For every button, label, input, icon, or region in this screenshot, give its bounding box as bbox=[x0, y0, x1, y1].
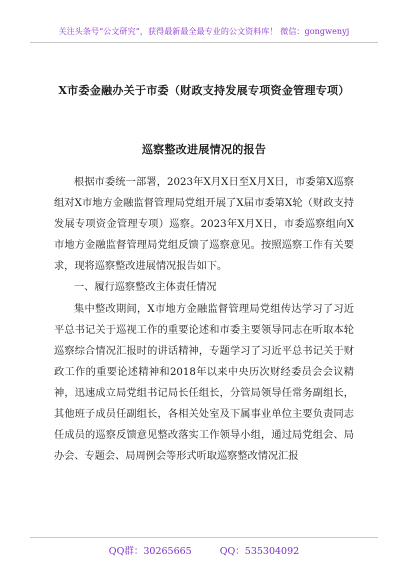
document-title-line2: 巡察整改进展情况的报告 bbox=[141, 143, 267, 156]
document-body bbox=[54, 172, 354, 467]
document-title-line1: X市委金融办关于市委（财政支持发展专项资金管理专项） bbox=[58, 84, 350, 97]
footer-qq: QQ：535304092 bbox=[219, 546, 300, 557]
footer-contact bbox=[0, 543, 408, 557]
header-banner: 关注头条号“公文研究”，获得最新最全最专业的公文资料库！ 微信：gongwenyj bbox=[58, 27, 350, 36]
footer-qq-group: QQ群：30265665 bbox=[108, 546, 192, 557]
paragraph-intro: 根据市委统一部署，2023年X月X日至X月X日，市委第X巡察组对X市地方金融监督管理局党组开展了X届市委第X轮（财政支持发展专项资金管理专项）巡察。2023年X月X日，市委巡察组向X市地方金融监督管理局党组反馈了巡察意见。按照巡察工作有关要求，现将巡察整改进展情况报告如下。 bbox=[54, 177, 354, 273]
footer-divider bbox=[30, 537, 378, 538]
section-heading: 一、履行巡察整改主体责任情况 bbox=[74, 282, 217, 294]
paragraph-rectification: 集中整改期间，X市地方金融监督管理局党组传达学习了习近平总书记关于巡视工作的重要论述和市委主要领导同志在听取本轮巡察综合情况汇报时的讲话精神，专题学习了习近平总书记关于财政工作的重要论述精神和2018年以来中央历次财经委员会会议精神，迅速成立局党组书记局长任组长，分管局领导任常务副组长，其他班子成员任副组长，各相关处室及下属事业单位主要负责同志任成员的巡察反馈意见整改落实工作领导小组，通过局党组会、局办会、专题会、局周例会等形式听取巡察整改情况汇报 bbox=[54, 303, 354, 463]
header-divider bbox=[30, 42, 378, 43]
